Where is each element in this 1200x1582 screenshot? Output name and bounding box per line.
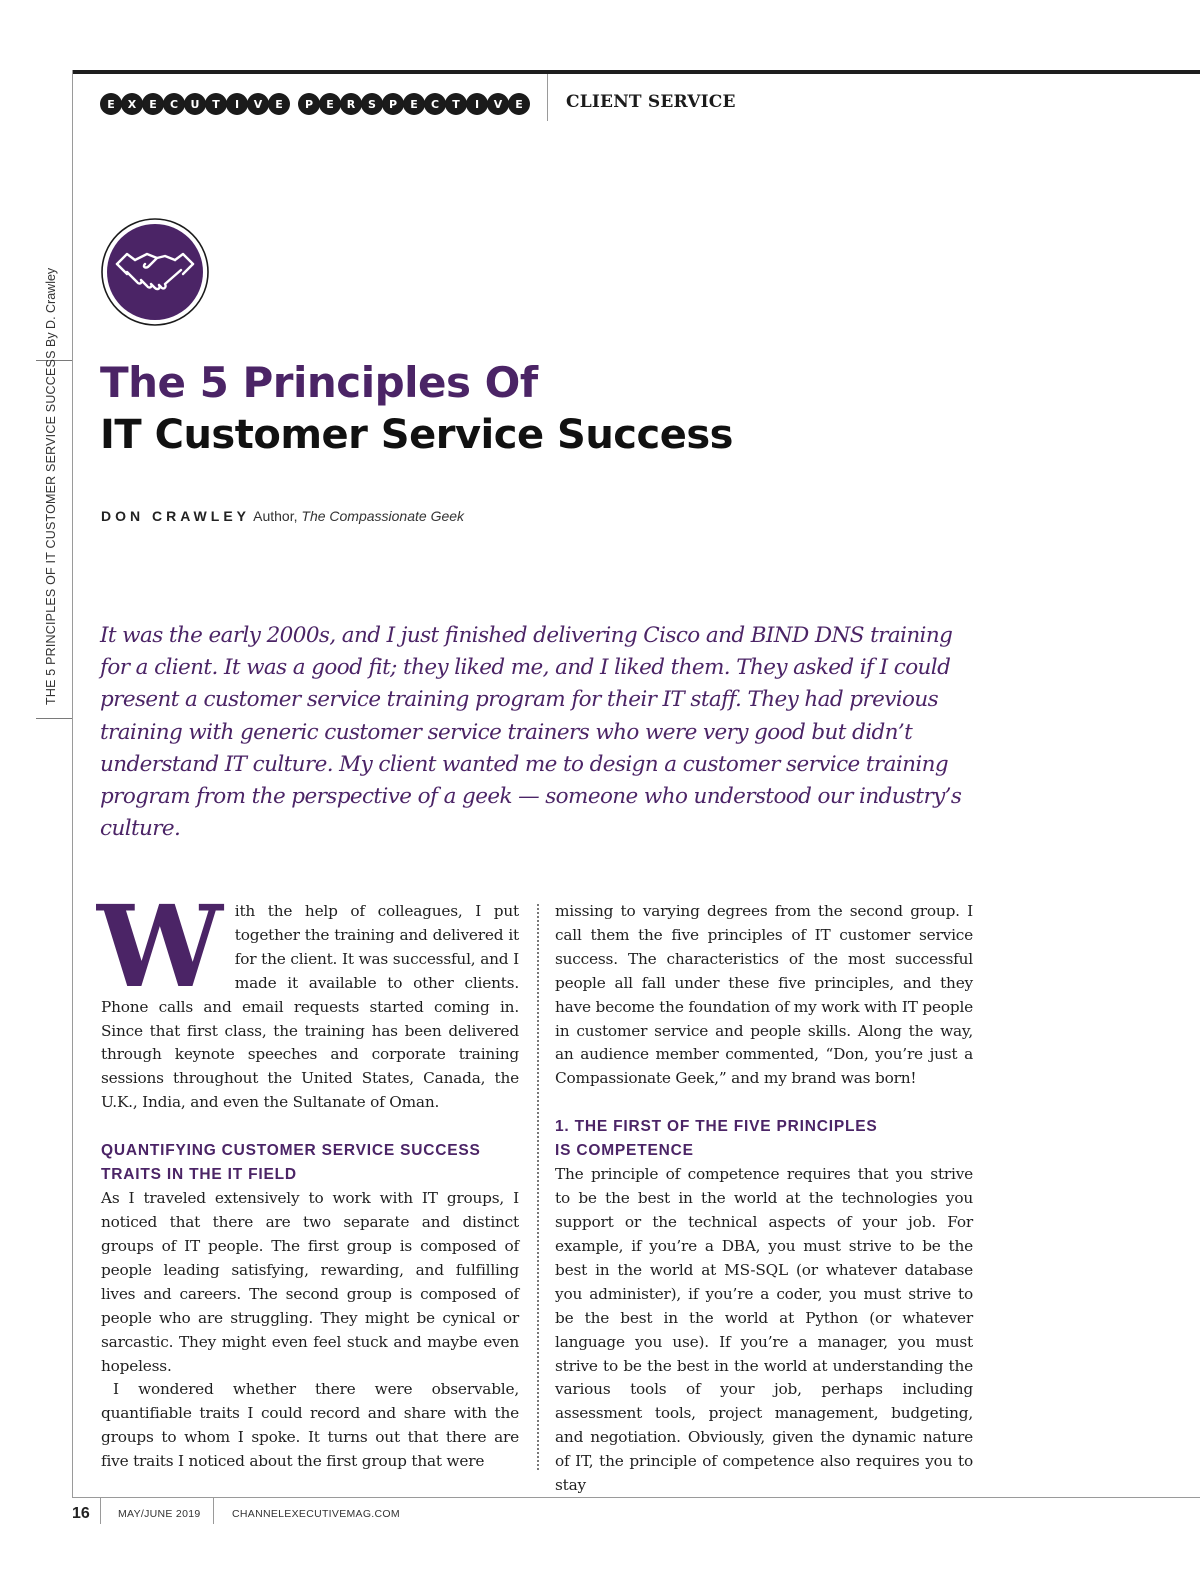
subhead-quantifying: QUANTIFYING CUSTOMER SERVICE SUCCESS TRAITS IN THE IT FIELD <box>101 1142 481 1184</box>
subhead-competence-line1: 1. THE FIRST OF THE FIVE PRINCIPLES <box>555 1118 878 1136</box>
kicker-letter: U <box>185 94 205 114</box>
kicker-letter: P <box>383 94 403 114</box>
kicker-letter: R <box>341 94 361 114</box>
kicker-letter: E <box>404 94 424 114</box>
author-byline <box>101 508 464 524</box>
side-separator <box>36 718 72 719</box>
article-title-line1: The 5 Principles Of <box>100 358 538 407</box>
body-column-left <box>97 882 519 1474</box>
section-kicker <box>101 92 539 116</box>
side-running-title <box>36 350 66 707</box>
kicker-letter: E <box>509 94 529 114</box>
body-column-right <box>555 900 973 1498</box>
page-number: 16 <box>72 1505 90 1522</box>
kicker-letter: V <box>488 94 508 114</box>
kicker-letter: T <box>206 94 226 114</box>
kicker-letter: C <box>425 94 445 114</box>
left-margin-rule <box>72 70 73 1498</box>
kicker-letter: C <box>164 94 184 114</box>
kicker-letter: T <box>446 94 466 114</box>
drop-cap: W <box>97 882 219 1013</box>
section-label: CLIENT SERVICE <box>566 92 736 112</box>
body-paragraph: missing to varying degrees from the second group. I call them the five principles of IT customer service success. The characteristics of the most successful people all fall under these five principles, and they have become the foundation of my work with IT people in customer service and people skills. Along the way, an audience member commented, “Don, you’re just a Compassionate Geek,” and my brand was born! <box>555 902 973 1088</box>
kicker-letter: S <box>362 94 382 114</box>
issue-date: MAY/JUNE 2019 <box>118 1508 201 1520</box>
author-role: Author, <box>253 508 298 524</box>
kicker-letter: I <box>467 94 487 114</box>
handshake-icon <box>101 218 209 326</box>
side-byline <box>36 263 66 355</box>
kicker-letter: E <box>269 94 289 114</box>
article-title-line2: IT Customer Service Success <box>100 412 733 458</box>
column-divider <box>537 904 539 1470</box>
kicker-word-perspective <box>299 94 529 114</box>
header-divider <box>547 74 548 121</box>
body-paragraph: The principle of competence requires that you strive to be the best in the world at the technologies you support or the technical aspects of your job. For example, if you’re a DBA, you must strive to be the best in the world at MS-SQL (or whatever database you administer), if you’re a coder, you must strive to be the best in the world at Python (or whatever language you use). If you’re a manager, you must strive to be the best in the world at understanding the various tools of your job, perhaps including assessment tools, project management, budgeting, and negotiation. Obviously, given the dynamic nature of IT, the principle of competence also requires you to stay <box>555 1165 973 1495</box>
kicker-letter: I <box>227 94 247 114</box>
kicker-letter: X <box>122 94 142 114</box>
subhead-competence-line2: IS COMPETENCE <box>555 1142 694 1160</box>
body-paragraph: I wondered whether there were observable, quantifiable traits I could record and share with the groups to whom I spoke. It turns out that there are five traits I noticed about the first group that were <box>101 1380 519 1471</box>
body-paragraph: ith the help of colleagues, I put together the training and delivered it for the client. It was successful, and I made it available to other clients. Phone calls and email requests started coming in. Since that first class, the training has been delivered through keynote speeches and corporate training sessions throughout the United States, Canada, the U.K., India, and even the Sultanate of Oman. <box>101 902 519 1112</box>
author-name: DON CRAWLEY <box>101 508 250 524</box>
kicker-word-executive <box>101 94 289 114</box>
author-book-title: The Compassionate Geek <box>301 508 465 524</box>
side-byline-text: By D. Crawley <box>44 267 58 347</box>
top-rule <box>72 70 1200 74</box>
kicker-letter: P <box>299 94 319 114</box>
kicker-letter: E <box>143 94 163 114</box>
side-running-title-text: THE 5 PRINCIPLES OF IT CUSTOMER SERVICE SUCCESS <box>44 350 58 705</box>
kicker-letter: V <box>248 94 268 114</box>
body-paragraph: As I traveled extensively to work with IT groups, I noticed that there are two separate and distinct groups of IT people. The first group is composed of people leading satisfying, rewarding, and fulfilling lives and careers. The second group is composed of people who are struggling. They might be cynical or sarcastic. They might even feel stuck and maybe even hopeless. <box>101 1189 519 1375</box>
website-link[interactable]: CHANNELEXECUTIVEMAG.COM <box>232 1508 400 1520</box>
footer-separator <box>213 1498 214 1524</box>
subhead-competence <box>555 1115 973 1163</box>
kicker-letter: E <box>320 94 340 114</box>
kicker-letter: E <box>101 94 121 114</box>
article-lede: It was the early 2000s, and I just finished delivering Cisco and BIND DNS training for a client. It was a good fit; they liked me, and I liked them. They asked if I could present a customer service training program for their IT staff. They had previous training with generic customer service trainers who were very good but didn’t understand IT culture. My client wanted me to design a customer service training program from the perspective of a geek — someone who understood our industry’s culture. <box>100 623 962 842</box>
footer-separator <box>100 1498 101 1524</box>
